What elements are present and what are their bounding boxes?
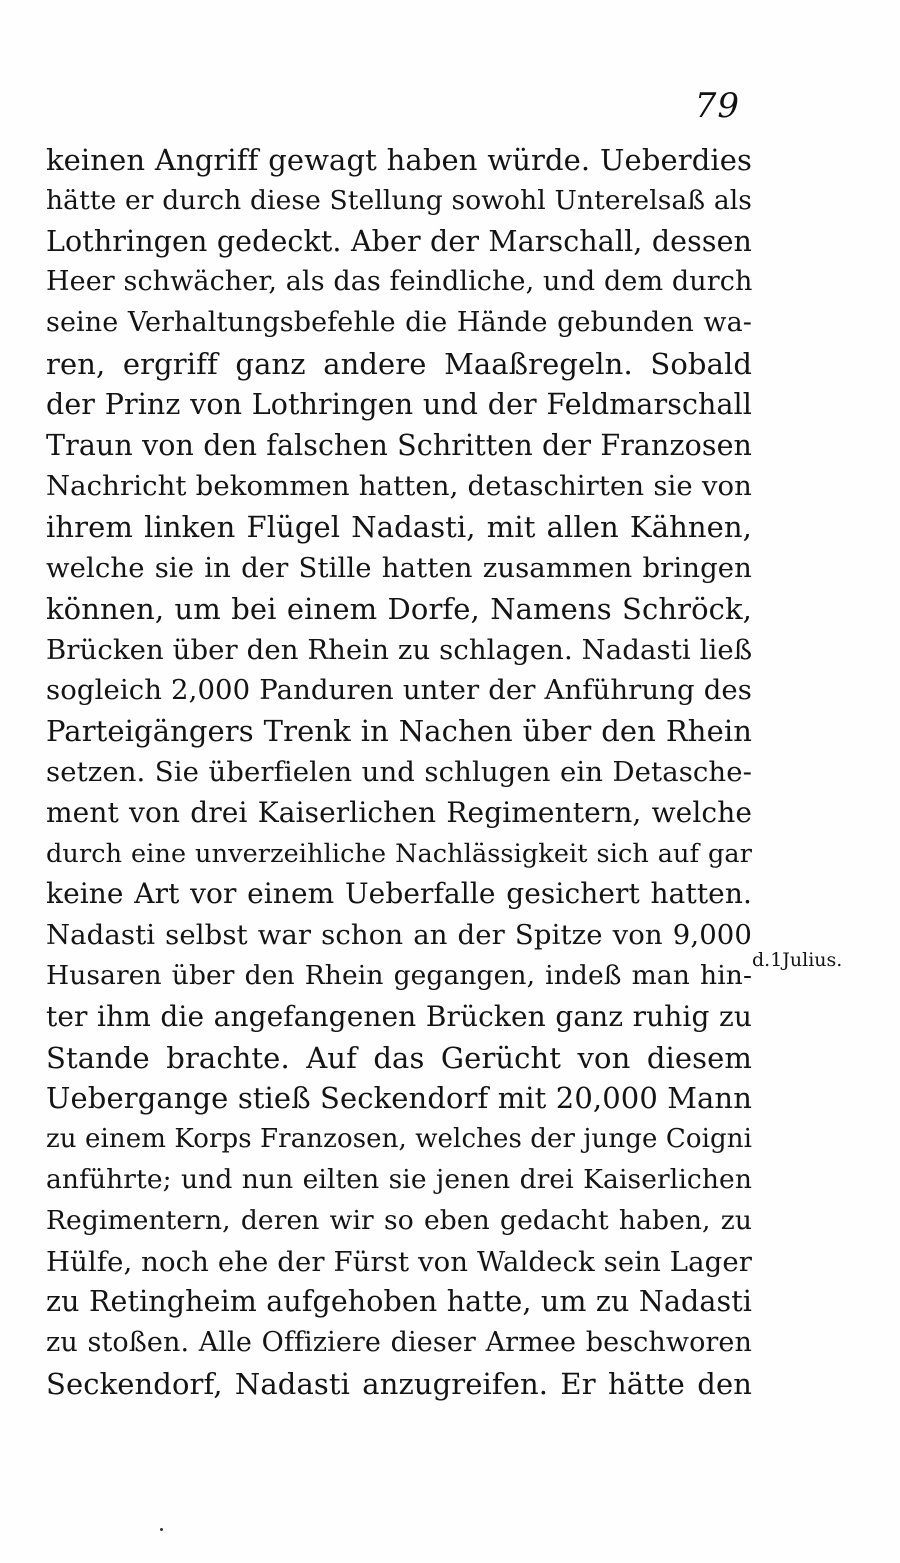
- text-line: sogleich 2,000 Panduren unter der Anführung des: [46, 674, 752, 707]
- text-line: Traun von den falschen Schritten der Franzosen: [46, 428, 752, 462]
- text-line: durch eine unverzeihliche Nachlässigkeit sich auf gar: [46, 838, 752, 869]
- text-line: zu stoßen. Alle Offiziere dieser Armee beschworen: [46, 1327, 752, 1359]
- text-line: Lothringen gedeckt. Aber der Marschall, dessen: [46, 224, 752, 258]
- text-line: ment von drei Kaiserlichen Regimentern, welche: [46, 795, 752, 829]
- text-line: der Prinz von Lothringen und der Feldmarschall: [46, 387, 752, 421]
- text-line: ren, ergriff ganz andere Maaßregeln. Sobald: [46, 346, 752, 381]
- paper-speck: [160, 1528, 163, 1531]
- page-number: 79: [694, 86, 740, 126]
- text-line: Brücken über den Rhein zu schlagen. Nadasti ließ: [46, 633, 753, 666]
- text-line: keinen Angriff gewagt haben würde. Ueberdies: [46, 143, 752, 177]
- text-line: Heer schwächer, als das feindliche, und dem durch: [46, 266, 753, 298]
- text-line: zu einem Korps Franzosen, welches der junge Coigni: [46, 1124, 752, 1155]
- text-line: setzen. Sie überfielen und schlugen ein Detasche-: [46, 755, 752, 788]
- text-line: Uebergange stieß Seckendorf mit 20,000 Mann: [46, 1081, 752, 1116]
- text-line: seine Verhaltungsbefehle die Hände gebunden wa-: [46, 307, 752, 339]
- text-line: Regimentern, deren wir so eben gedacht haben, zu: [46, 1204, 752, 1236]
- text-line: Parteigängers Trenk in Nachen über den Rhein: [46, 714, 752, 749]
- text-line: Husaren über den Rhein gegangen, indeß man hin-: [46, 959, 752, 991]
- text-line: können, um bei einem Dorfe, Namens Schröck,: [46, 591, 752, 626]
- body-text: [46, 140, 752, 1405]
- text-line: ter ihm die angefangenen Brücken ganz ruhig zu: [46, 999, 752, 1033]
- text-line: welche sie in der Stille hatten zusammen bringen: [46, 551, 752, 584]
- text-line: anführte; und nun eilten sie jenen drei Kaiserlichen: [46, 1163, 752, 1195]
- text-line: hätte er durch diese Stellung sowohl Unterelsaß als: [46, 184, 752, 216]
- text-line: Nadasti selbst war schon an der Spitze von 9,000: [46, 919, 752, 952]
- margin-note: d.1Julius.: [752, 949, 843, 971]
- text-line: Nachricht bekommen hatten, detaschirten sie von: [46, 470, 752, 503]
- text-line: keine Art vor einem Ueberfalle gesichert hatten.: [46, 877, 752, 911]
- text-line: ihrem linken Flügel Nadasti, mit allen Kähnen,: [46, 510, 752, 545]
- text-line: zu Retingheim aufgehoben hatte, um zu Nadasti: [46, 1285, 752, 1319]
- text-line: Seckendorf, Nadasti anzugreifen. Er hätte den: [46, 1366, 752, 1401]
- text-line: Stande brachte. Auf das Gerücht von diesem: [46, 1040, 752, 1075]
- text-line: Hülfe, noch ehe der Fürst von Waldeck sein Lager: [46, 1245, 752, 1278]
